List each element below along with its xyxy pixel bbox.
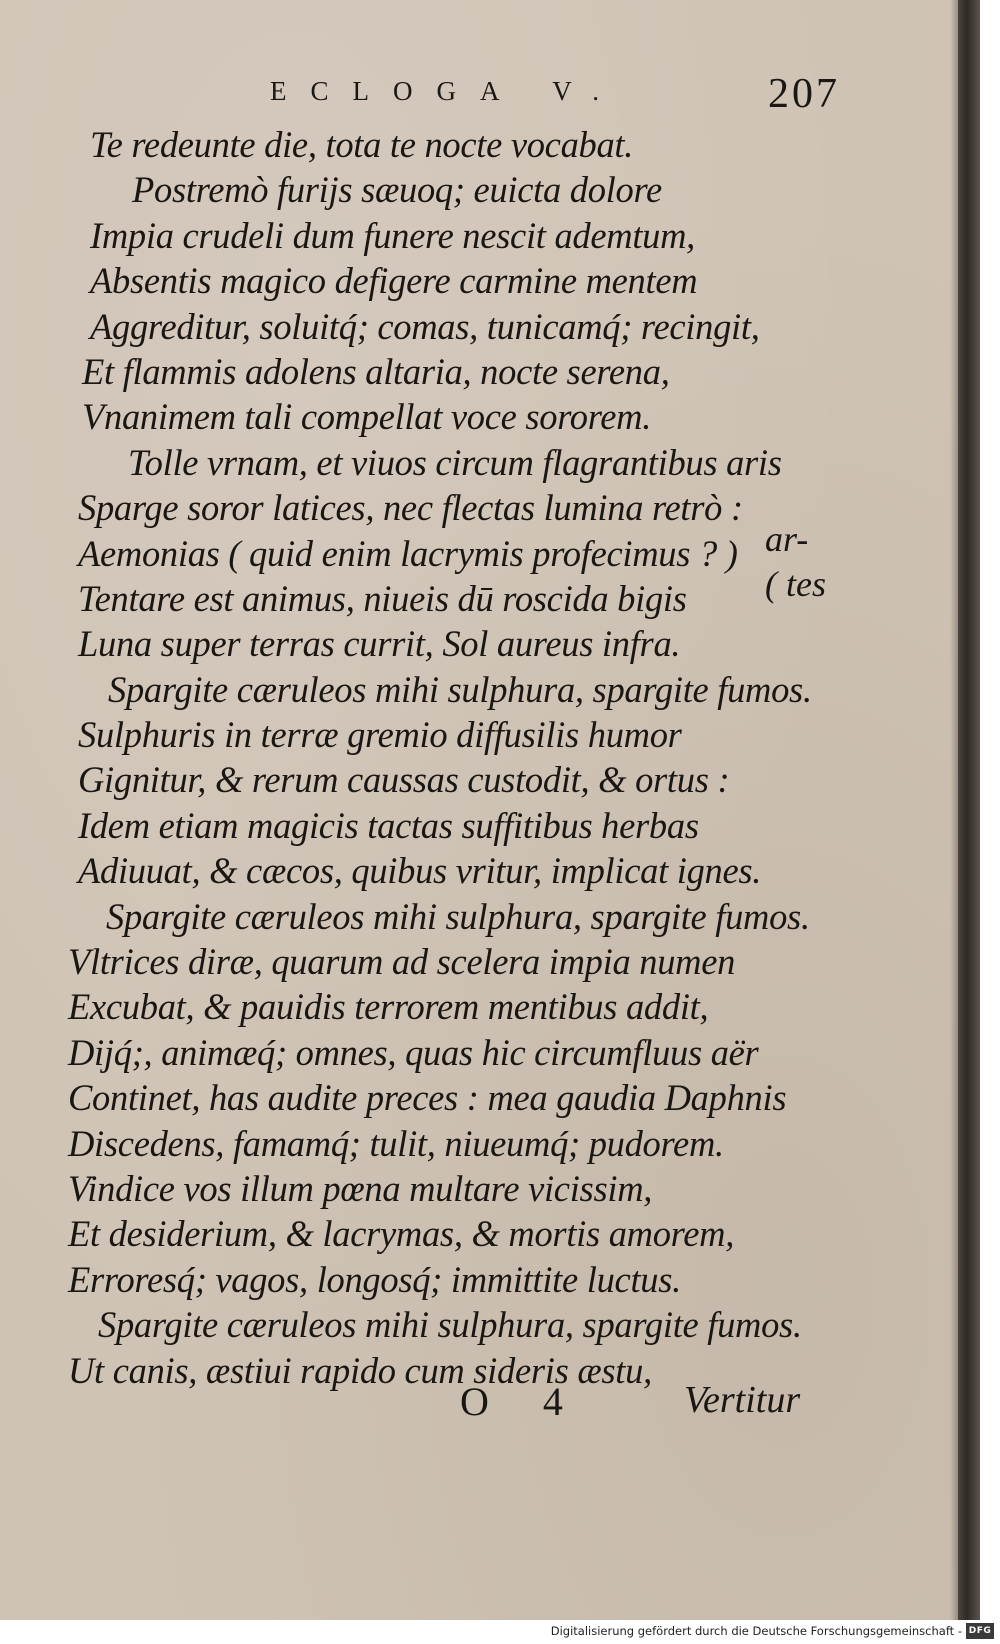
verse-line: Et desiderium, & lacrymas, & mortis amorem, bbox=[68, 1213, 735, 1255]
page-header bbox=[270, 71, 840, 126]
verse-line: Spargite cæruleos mihi sulphura, spargite fumos. bbox=[108, 668, 812, 710]
verse-text bbox=[68, 122, 868, 1393]
verse-line: Spargite cæruleos mihi sulphura, spargite fumos. bbox=[106, 895, 810, 937]
verse-line: Dijq́;, animæq́; omnes, quas hic circumfluus aër bbox=[68, 1031, 759, 1073]
verse-line: Tentare est animus, niueis dū roscida bigis bbox=[78, 577, 687, 619]
verse-line: Sulphuris in terræ gremio diffusilis humor bbox=[78, 714, 682, 756]
verse-line: Et flammis adolens altaria, nocte serena, bbox=[82, 350, 670, 392]
verse-line: Aggreditur, soluitq́; comas, tunicamq́; recingit, bbox=[90, 305, 760, 347]
verse-line: Vnanimem tali compellat voce sororem. bbox=[82, 396, 652, 438]
funding-bar bbox=[0, 1620, 1000, 1644]
page-fold-shadow bbox=[950, 0, 958, 1620]
verse-line: Discedens, famamq́; tulit, niueumq́; pudorem. bbox=[68, 1122, 724, 1164]
verse-line: Spargite cæruleos mihi sulphura, spargite fumos. bbox=[98, 1304, 802, 1346]
verse-line: Vltrices diræ, quarum ad scelera impia numen bbox=[68, 941, 736, 983]
verse-line: Sparge soror latices, nec flectas lumina retrò : bbox=[78, 487, 743, 529]
verse-line: Postremò furijs sæuoq; euicta dolore bbox=[132, 169, 662, 211]
verse-line: Vindice vos illum pœna multare vicissim, bbox=[68, 1167, 653, 1209]
verse-line: Gignitur, & rerum caussas custodit, & ortus : bbox=[78, 759, 730, 801]
book-cover-edge bbox=[958, 0, 980, 1620]
verse-line: Ut canis, æstiui rapido cum sideris æstu, bbox=[68, 1349, 652, 1391]
verse-line: Excubat, & pauidis terrorem mentibus addit, bbox=[68, 986, 709, 1028]
verse-line: Absentis magico defigere carmine mentem bbox=[90, 260, 698, 302]
page-footer bbox=[0, 1378, 980, 1428]
line-tail-tes: ( tes bbox=[765, 564, 826, 604]
verse-line: Aemonias ( quid enim lacrymis profecimus ? ) bbox=[78, 532, 738, 574]
verse-line: Adiuuat, & cæcos, quibus vritur, implicat ignes. bbox=[78, 850, 762, 892]
page-number: 207 bbox=[768, 71, 840, 117]
verse-line: Impia crudeli dum funere nescit ademtum, bbox=[90, 214, 695, 256]
catchword: Vertitur bbox=[684, 1379, 801, 1421]
verse-line: Idem etiam magicis tactas suffitibus herbas bbox=[78, 804, 699, 846]
verse-line: Continet, has audite preces : mea gaudia Daphnis bbox=[68, 1077, 787, 1119]
line-tail-ar: ar- bbox=[765, 519, 809, 559]
signature-mark: O 4 bbox=[460, 1379, 585, 1424]
verse-line: Erroresq́; vagos, longosq́; immittite luctus. bbox=[68, 1258, 681, 1300]
dfg-logo: DFG bbox=[966, 1623, 994, 1639]
running-head: ECLOGA V. bbox=[270, 76, 624, 106]
verse-line: Tolle vrnam, et viuos circum flagrantibus aris bbox=[128, 441, 782, 483]
funding-notice: Digitalisierung gefördert durch die Deutsche Forschungsgemeinschaft - bbox=[550, 1624, 962, 1638]
verse-line: Luna super terras currit, Sol aureus infra. bbox=[78, 623, 681, 665]
verse-line: Te redeunte die, tota te nocte vocabat. bbox=[90, 124, 634, 165]
